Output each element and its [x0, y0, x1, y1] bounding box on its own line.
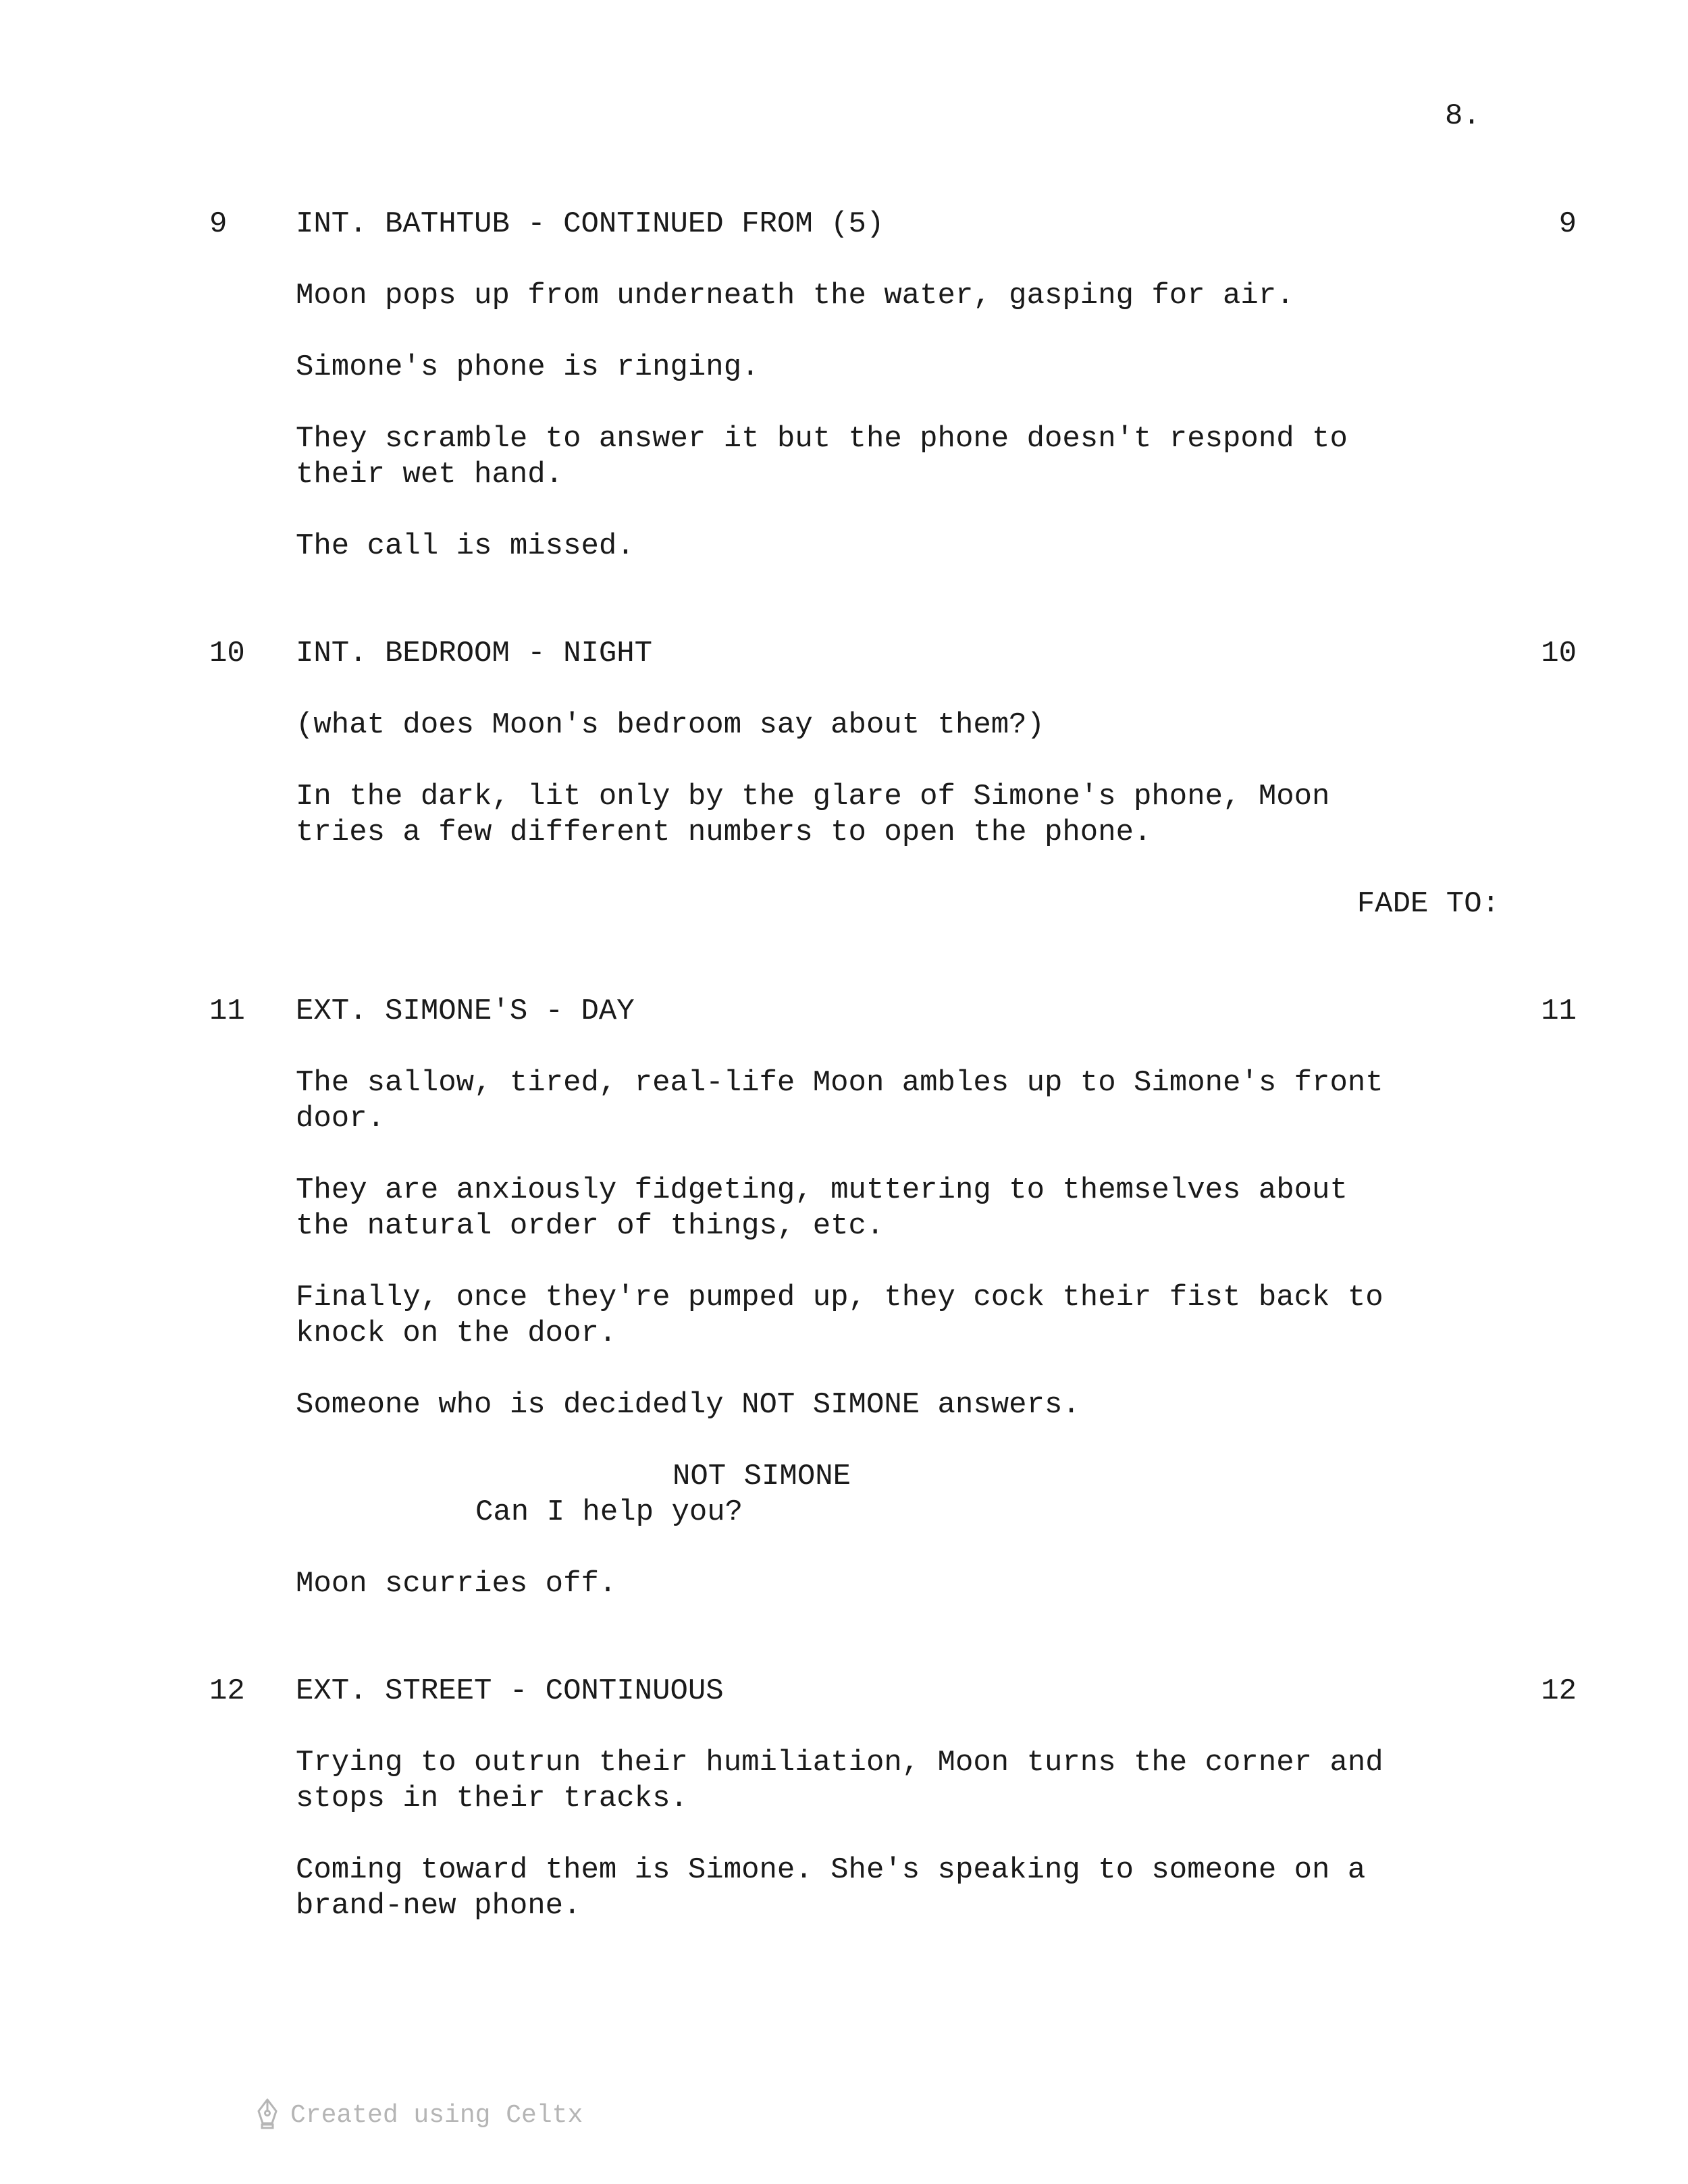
scene-heading: EXT. SIMONE'S - DAY: [296, 994, 635, 1028]
scene-number-left: 9: [209, 207, 228, 241]
transition: FADE TO:: [1356, 887, 1500, 921]
action-line: stops in their tracks.: [296, 1782, 688, 1815]
action-line: Simone's phone is ringing.: [296, 350, 760, 384]
footer-watermark: [255, 2098, 583, 2133]
action-line: tries a few different numbers to open the phone.: [296, 816, 1152, 849]
action-line: Coming toward them is Simone. She's speaking to someone on a: [296, 1853, 1366, 1887]
celtx-pen-icon: [255, 2098, 280, 2133]
scene-number-left: 10: [209, 637, 245, 670]
character-name: NOT SIMONE: [672, 1460, 851, 1493]
action-line: (what does Moon's bedroom say about them?): [296, 708, 1045, 742]
scene-number-right: 11: [1541, 994, 1577, 1028]
action-line: The call is missed.: [296, 529, 635, 563]
action-line: They scramble to answer it but the phone doesn't respond to: [296, 422, 1348, 456]
action-line: Someone who is decidedly NOT SIMONE answers.: [296, 1388, 1080, 1422]
action-line: In the dark, lit only by the glare of Simone's phone, Moon: [296, 780, 1330, 814]
footer-text: Created using Celtx: [290, 2101, 583, 2130]
action-line: The sallow, tired, real-life Moon ambles up to Simone's front: [296, 1066, 1383, 1100]
scene-heading: EXT. STREET - CONTINUOUS: [296, 1674, 724, 1708]
action-line: Moon scurries off.: [296, 1567, 617, 1601]
scene-number-left: 11: [209, 994, 245, 1028]
action-line: Trying to outrun their humiliation, Moon turns the corner and: [296, 1746, 1383, 1780]
scene-number-right: 12: [1541, 1674, 1577, 1708]
action-line: the natural order of things, etc.: [296, 1209, 885, 1243]
action-line: knock on the door.: [296, 1316, 617, 1350]
action-line: Moon pops up from underneath the water, gasping for air.: [296, 279, 1294, 313]
action-line: They are anxiously fidgeting, muttering to themselves about: [296, 1173, 1348, 1207]
page-number: 8.: [1445, 99, 1481, 133]
dialogue-line: Can I help you?: [475, 1495, 743, 1529]
scene-number-right: 9: [1558, 207, 1577, 241]
action-line: Finally, once they're pumped up, they cock their fist back to: [296, 1281, 1383, 1314]
scene-heading: INT. BATHTUB - CONTINUED FROM (5): [296, 207, 885, 241]
scene-heading: INT. BEDROOM - NIGHT: [296, 637, 653, 670]
action-line: brand-new phone.: [296, 1889, 581, 1923]
action-line: their wet hand.: [296, 458, 564, 491]
scene-number-right: 10: [1541, 637, 1577, 670]
scene-number-left: 12: [209, 1674, 245, 1708]
action-line: door.: [296, 1102, 386, 1136]
